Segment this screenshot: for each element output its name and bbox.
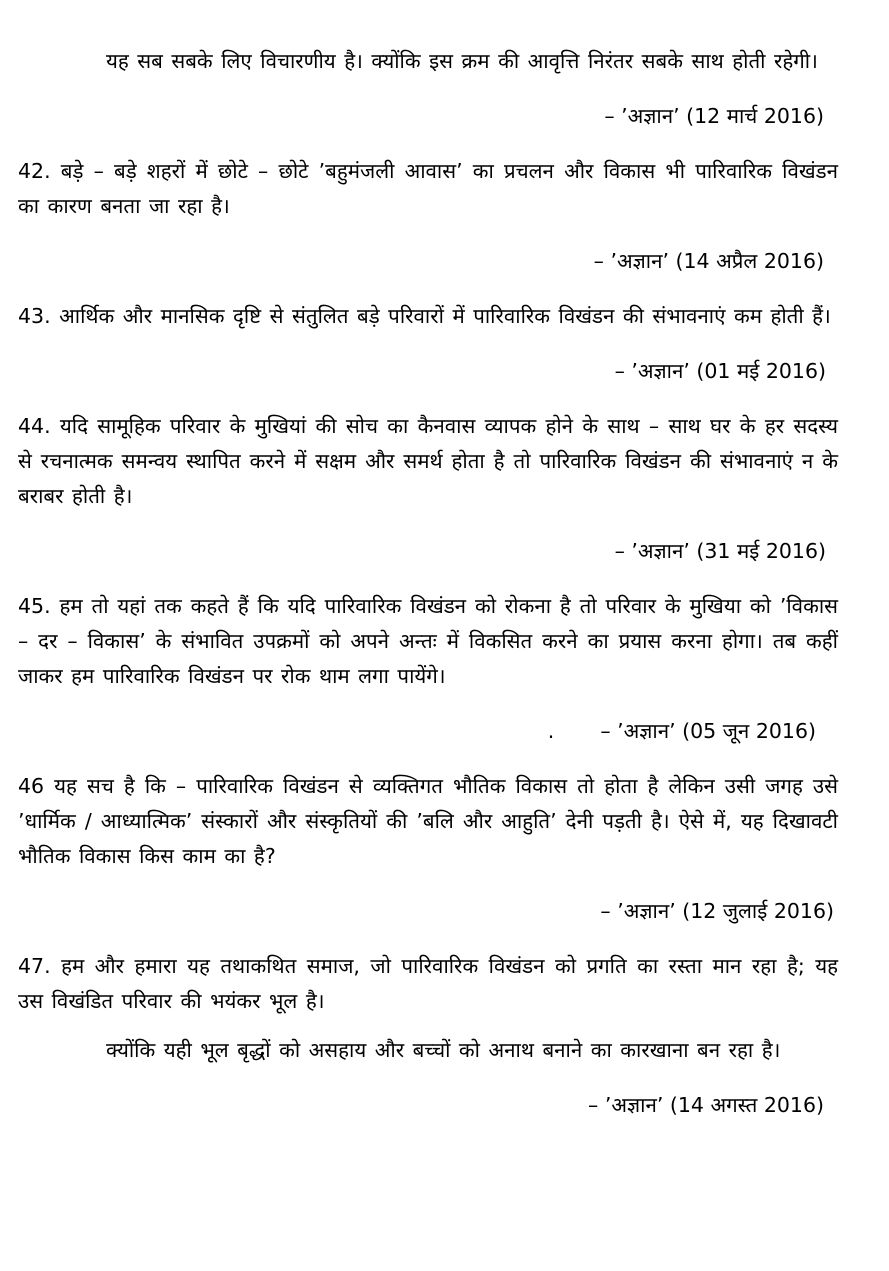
document-page (18, 44, 838, 1123)
entry-45-text: 45. हम तो यहां तक कहते हैं कि यदि पारिवारिक विखंडन को रोकना है तो परिवार के मुखिया को ’विकास – दर – विकास’ के संभावित उपक्रमों को अपने अन्तः में विकसित करने का प्रयास करना होगा। तब कहीं जाकर हम पारिवारिक विखंडन पर रोक थाम लगा पायेंगे। (18, 594, 838, 688)
entry-44-text: 44. यदि सामूहिक परिवार के मुखियां की सोच का कैनवास व्यापक होने के साथ – साथ घर के हर सदस्य से रचनात्मक समन्वय स्थापित करने में सक्षम और समर्थ होता है तो पारिवारिक विखंडन की संभावनाएं न के बराबर होती है। (18, 414, 838, 508)
entry-43-attribution: – ’अज्ञान’ (01 मई 2016) (614, 359, 826, 383)
entry-46-attribution: – ’अज्ञान’ (12 जुलाई 2016) (600, 899, 834, 923)
entry-47-attribution: – ’अज्ञान’ (14 अगस्त 2016) (588, 1093, 824, 1117)
entry-45-attribution (18, 714, 838, 749)
intro-paragraph: यह सब सबके लिए विचारणीय है। क्योंकि इस क्रम की आवृत्ति निरंतर सबके साथ होती रहेगी। (106, 49, 818, 73)
entry-47-text: 47. हम और हमारा यह तथाकथित समाज, जो पारिवारिक विखंडन को प्रगति का रस्ता मान रहा है; यह उस विखंडित परिवार की भयंकर भूल है। (18, 954, 838, 1013)
entry-47-continuation: क्योंकि यही भूल बृद्धों को असहाय और बच्चों को अनाथ बनाने का कारखाना बन रहा है। (106, 1038, 781, 1062)
entry-46-text: 46 यह सच है कि – पारिवारिक विखंडन से व्यक्तिगत भौतिक विकास तो होता है लेकिन उसी जगह उसे ’धार्मिक / आध्यात्मिक’ संस्कारों और संस्कृतियों की ’बलि और आहुति’ देनी पड़ती है। ऐसे में, यह दिखावटी भौतिक विकास किस काम का है? (18, 774, 838, 868)
entry-43-text: 43. आर्थिक और मानसिक दृष्टि से संतुलित बड़े परिवारों में पारिवारिक विखंडन की संभावनाएं कम होती हैं। (18, 304, 831, 328)
entry-42-text: 42. बड़े – बड़े शहरों में छोटे – छोटे ’बहुमंजली आवास’ का प्रचलन और विकास भी पारिवारिक विखंडन का कारण बनता जा रहा है। (18, 159, 838, 218)
entry-45-attribution-text: – ’अज्ञान’ (05 जून 2016) (600, 719, 816, 743)
entry-42-attribution: – ’अज्ञान’ (14 अप्रैल 2016) (593, 249, 824, 273)
intro-attribution: – ’अज्ञान’ (12 मार्च 2016) (604, 104, 824, 128)
entry-44-attribution: – ’अज्ञान’ (31 मई 2016) (614, 539, 826, 563)
stray-dot: . (547, 719, 555, 743)
